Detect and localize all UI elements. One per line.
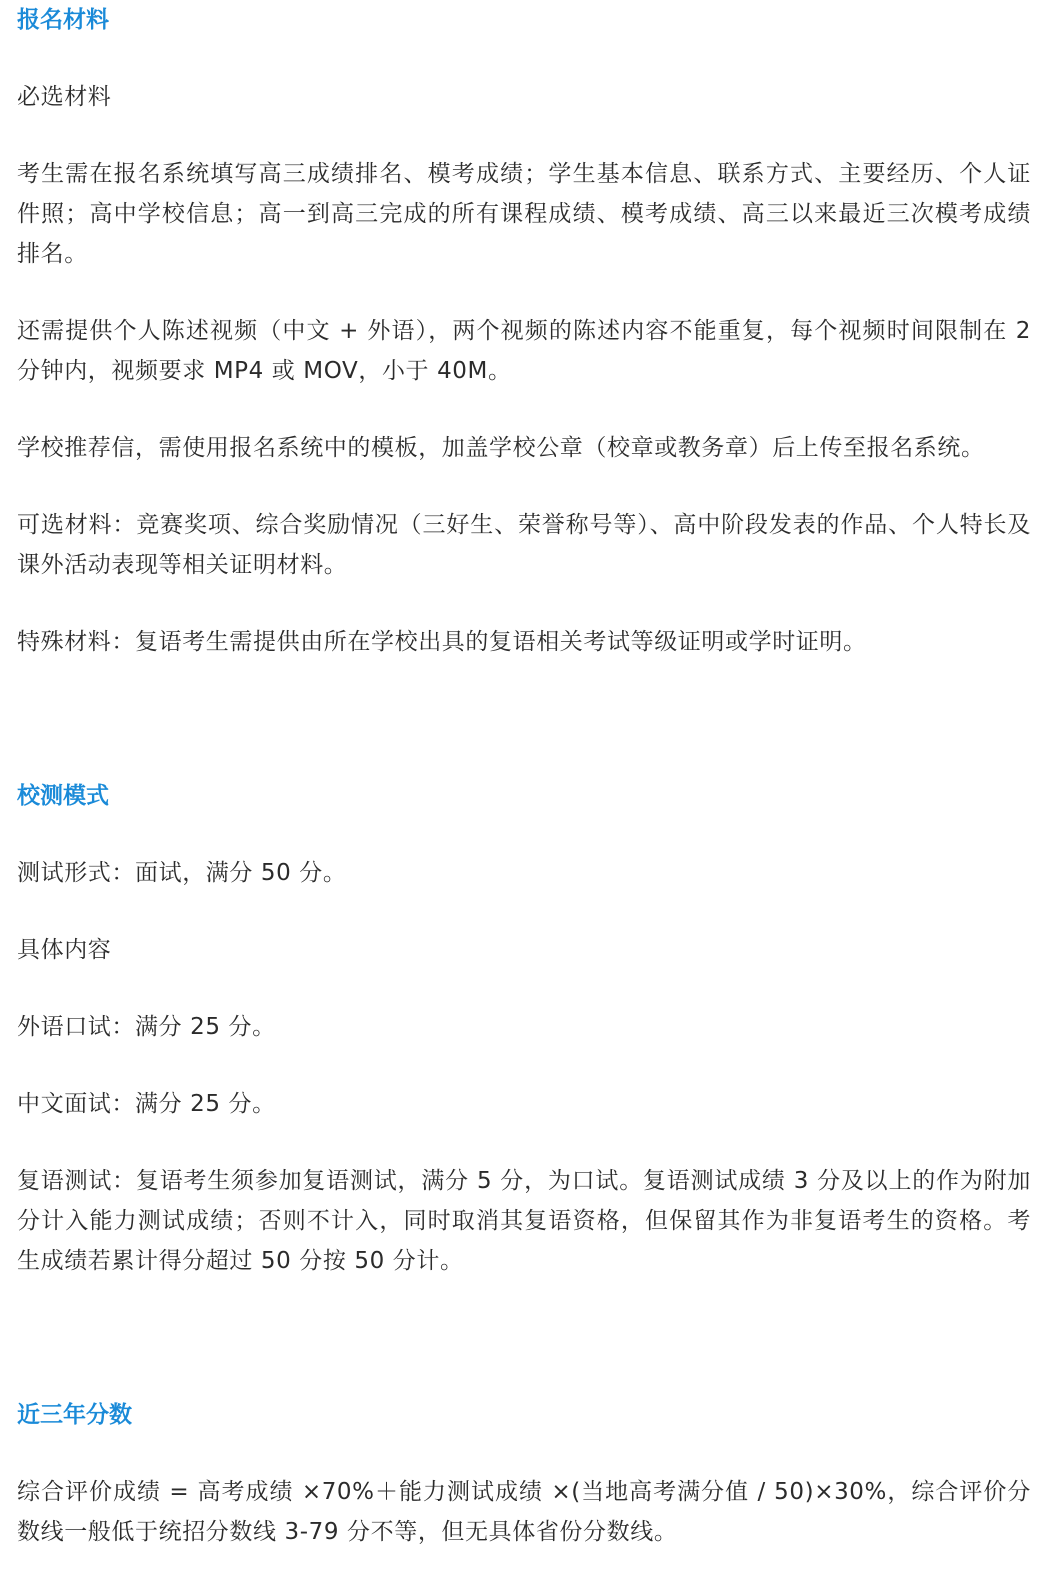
test-paragraph-4: 中文面试：满分 25 分。 xyxy=(17,1091,276,1117)
test-paragraph-1: 测试形式：面试，满分 50 分。 xyxy=(17,860,347,886)
test-paragraph-3: 外语口试：满分 25 分。 xyxy=(17,1014,276,1040)
section-heading-test: 校测模式 xyxy=(17,783,109,809)
materials-paragraph-1: 考生需在报名系统填写高三成绩排名、模考成绩；学生基本信息、联系方式、主要经历、个人证件照；高中学校信息；高一到高三完成的所有课程成绩、模考成绩、高三以来最近三次模考成绩排名。 xyxy=(17,161,1031,267)
materials-paragraph-3: 学校推荐信，需使用报名系统中的模板，加盖学校公章（校章或教务章）后上传至报名系统。 xyxy=(17,435,985,461)
test-paragraph-2: 具体内容 xyxy=(17,937,112,963)
materials-paragraph-5: 特殊材料：复语考生需提供由所在学校出具的复语相关考试等级证明或学时证明。 xyxy=(17,629,867,655)
section-heading-scores: 近三年分数 xyxy=(17,1402,132,1428)
materials-paragraph-4: 可选材料：竞赛奖项、综合奖励情况（三好生、荣誉称号等）、高中阶段发表的作品、个人特长及课外活动表现等相关证明材料。 xyxy=(17,512,1031,578)
scores-paragraph-1: 综合评价成绩 = 高考成绩 ×70%＋能力测试成绩 ×(当地高考满分值 / 50)×30%，综合评价分数线一般低于统招分数线 3-79 分不等，但无具体省份分数线。 xyxy=(17,1479,1031,1545)
section-heading-materials: 报名材料 xyxy=(17,7,109,33)
article-body xyxy=(17,0,1031,1552)
test-paragraph-5: 复语测试：复语考生须参加复语测试，满分 5 分，为口试。复语测试成绩 3 分及以上的作为附加分计入能力测试成绩；否则不计入，同时取消其复语资格，但保留其作为非复语考生的资格。考生成绩若累计得分超过 50 分按 50 分计。 xyxy=(17,1168,1031,1274)
materials-required-title: 必选材料 xyxy=(17,84,112,110)
materials-paragraph-2: 还需提供个人陈述视频（中文 + 外语），两个视频的陈述内容不能重复，每个视频时间限制在 2 分钟内，视频要求 MP4 或 MOV，小于 40M。 xyxy=(17,318,1031,384)
